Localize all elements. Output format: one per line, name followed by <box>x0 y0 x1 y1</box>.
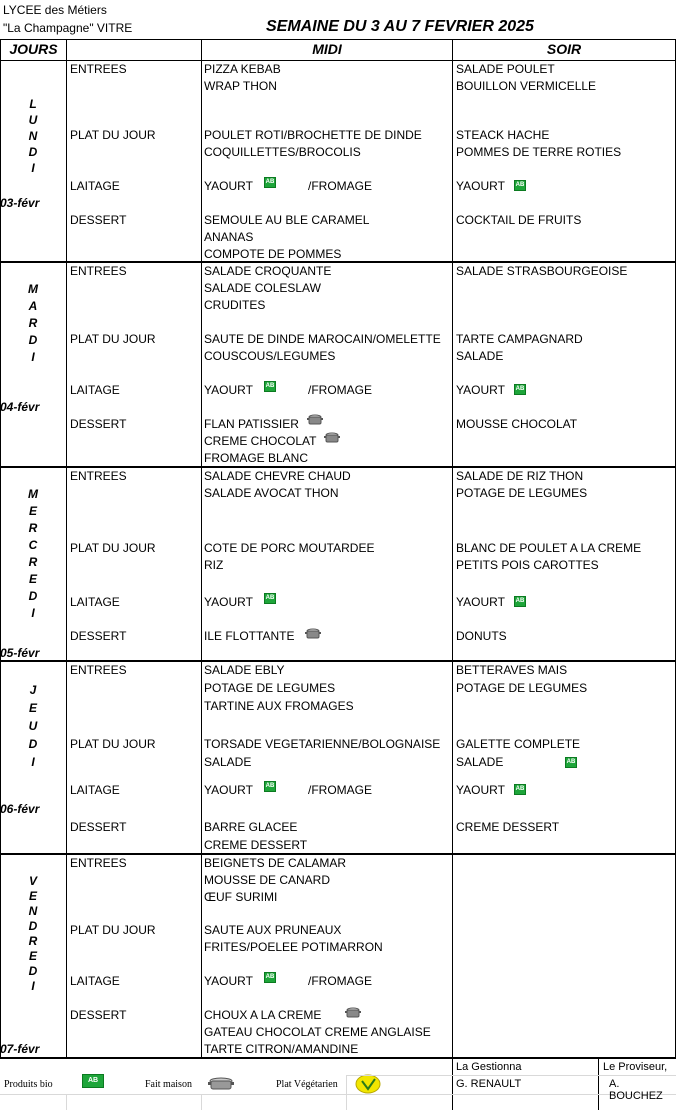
day-letter: V <box>28 874 37 888</box>
soir-item: BETTERAVES MAIS <box>456 663 568 677</box>
day-letter: M <box>28 282 38 296</box>
midi-item: YAOURT <box>204 783 253 797</box>
day-letter: E <box>28 572 37 586</box>
cooking-pot-icon <box>324 432 340 444</box>
day-letter: R <box>28 316 38 330</box>
day-letter: N <box>28 129 38 143</box>
day-letter: I <box>31 350 35 364</box>
school-subtitle: "La Champagne" VITRE <box>3 21 133 35</box>
soir-item: GALETTE COMPLETE <box>456 737 581 751</box>
col-divider-jours <box>66 39 67 1059</box>
day-date: 05-févr <box>0 646 40 660</box>
soir-item: POMMES DE TERRE ROTIES <box>456 145 622 159</box>
day-separator <box>0 466 676 468</box>
day-letter: U <box>28 113 38 127</box>
day-separator <box>0 853 676 855</box>
day-date: 04-févr <box>0 400 40 414</box>
category-laitage: LAITAGE <box>70 383 120 397</box>
category-laitage: LAITAGE <box>70 595 120 609</box>
ab-bio-icon: AB <box>264 781 276 792</box>
legend-maison-label: Fait maison <box>145 1079 192 1090</box>
category-entrees: ENTREES <box>70 856 127 870</box>
category-plat: PLAT DU JOUR <box>70 923 156 937</box>
soir-item: COCKTAIL DE FRUITS <box>456 213 582 227</box>
day-letter: D <box>28 919 38 933</box>
day-letter: E <box>28 701 37 715</box>
day-letter: R <box>28 521 38 535</box>
midi-item: GATEAU CHOCOLAT CREME ANGLAISE <box>204 1025 431 1039</box>
soir-item: POTAGE DE LEGUMES <box>456 486 588 500</box>
day-letter: R <box>28 934 38 948</box>
ab-bio-icon: AB <box>82 1074 104 1088</box>
day-letter: U <box>28 719 38 733</box>
midi-item: COQUILLETTES/BROCOLIS <box>204 145 361 159</box>
midi-item: /FROMAGE <box>308 783 373 797</box>
col-header-jours: JOURS <box>9 41 58 57</box>
day-date: 03-févr <box>0 196 40 210</box>
ab-bio-icon: AB <box>514 596 526 607</box>
midi-item: BARRE GLACEE <box>204 820 298 834</box>
cooking-pot-icon <box>345 1007 361 1019</box>
day-letter: R <box>28 555 38 569</box>
soir-item: BLANC DE POULET A LA CREME <box>456 541 642 555</box>
category-plat: PLAT DU JOUR <box>70 332 156 346</box>
midi-item: YAOURT <box>204 974 253 988</box>
ab-bio-icon: AB <box>264 381 276 392</box>
midi-item: SALADE AVOCAT THON <box>204 486 339 500</box>
soir-item: SALADE POULET <box>456 62 555 76</box>
day-letter: D <box>28 589 38 603</box>
day-letter: D <box>28 145 38 159</box>
day-letter: L <box>29 97 37 111</box>
day-separator <box>0 660 676 662</box>
category-entrees: ENTREES <box>70 62 127 76</box>
gestionnaire-title: La Gestionna <box>456 1061 522 1073</box>
day-letter: E <box>28 889 37 903</box>
soir-item: SALADE DE RIZ THON <box>456 469 584 483</box>
midi-item: FROMAGE BLANC <box>204 451 309 465</box>
midi-item: CHOUX A LA CREME <box>204 1008 322 1022</box>
soir-item: DONUTS <box>456 629 507 643</box>
day-letter: D <box>28 333 38 347</box>
day-letter: E <box>28 949 37 963</box>
soir-item: YAOURT <box>456 179 505 193</box>
midi-item: MOUSSE DE CANARD <box>204 873 331 887</box>
midi-item: YAOURT <box>204 383 253 397</box>
midi-item: WRAP THON <box>204 79 277 93</box>
proviseur-title: Le Proviseur, <box>603 1061 668 1073</box>
day-letter: A <box>28 299 38 313</box>
midi-item: TARTINE AUX FROMAGES <box>204 699 354 713</box>
soir-item: TARTE CAMPAGNARD <box>456 332 583 346</box>
category-dessert: DESSERT <box>70 417 127 431</box>
midi-item: SALADE CHEVRE CHAUD <box>204 469 351 483</box>
week-title: SEMAINE DU 3 AU 7 FEVRIER 2025 <box>266 18 534 35</box>
footer-grid-line <box>346 1075 347 1110</box>
ab-bio-icon: AB <box>264 593 276 604</box>
midi-item: ILE FLOTTANTE <box>204 629 295 643</box>
midi-item: /FROMAGE <box>308 974 373 988</box>
footer-grid-line <box>66 1094 67 1110</box>
midi-item: SAUTE DE DINDE MAROCAIN/OMELETTE <box>204 332 441 346</box>
midi-item: POTAGE DE LEGUMES <box>204 681 336 695</box>
footer-divider <box>598 1059 599 1110</box>
category-laitage: LAITAGE <box>70 179 120 193</box>
day-date: 06-févr <box>0 802 40 816</box>
category-plat: PLAT DU JOUR <box>70 737 156 751</box>
proviseur-name: A. BOUCHEZ <box>609 1078 663 1102</box>
cooking-pot-icon <box>307 414 323 426</box>
category-entrees: ENTREES <box>70 264 127 278</box>
cooking-pot-icon <box>305 628 321 640</box>
midi-item: POULET ROTI/BROCHETTE DE DINDE <box>204 128 422 142</box>
soir-item: SALADE <box>456 349 504 363</box>
day-letter: N <box>28 904 38 918</box>
ab-bio-icon: AB <box>565 757 577 768</box>
cooking-pot-icon <box>208 1076 234 1092</box>
category-dessert: DESSERT <box>70 1008 127 1022</box>
midi-item: COTE DE PORC MOUTARDEE <box>204 541 375 555</box>
legend-vege-label: Plat Végétarien <box>276 1079 338 1090</box>
soir-item: STEACK HACHE <box>456 128 550 142</box>
gestionnaire-name: G. RENAULT <box>456 1078 522 1090</box>
category-laitage: LAITAGE <box>70 974 120 988</box>
category-entrees: ENTREES <box>70 469 127 483</box>
ab-bio-icon: AB <box>514 384 526 395</box>
midi-item: COUSCOUS/LEGUMES <box>204 349 336 363</box>
legend-bio-label: Produits bio <box>4 1079 53 1090</box>
day-date: 07-févr <box>0 1042 40 1056</box>
category-dessert: DESSERT <box>70 629 127 643</box>
soir-item: PETITS POIS CAROTTES <box>456 558 599 572</box>
midi-item: ŒUF SURIMI <box>204 890 278 904</box>
day-letter: I <box>31 606 35 620</box>
vegetarian-leaf-icon <box>355 1074 381 1094</box>
category-entrees: ENTREES <box>70 663 127 677</box>
col-header-soir: SOIR <box>546 41 582 57</box>
footer-grid-line <box>201 1094 202 1110</box>
midi-item: YAOURT <box>204 179 253 193</box>
soir-item: BOUILLON VERMICELLE <box>456 79 597 93</box>
footer-grid-line <box>452 1075 676 1076</box>
soir-item: SALADE <box>456 755 504 769</box>
midi-item: SALADE CROQUANTE <box>204 264 332 278</box>
soir-item: POTAGE DE LEGUMES <box>456 681 588 695</box>
midi-item: CREME DESSERT <box>204 838 308 852</box>
soir-item: SALADE STRASBOURGEOISE <box>456 264 628 278</box>
midi-item: COMPOTE DE POMMES <box>204 247 342 261</box>
soir-item: YAOURT <box>456 595 505 609</box>
midi-item: ANANAS <box>204 230 254 244</box>
midi-item: SALADE EBLY <box>204 663 285 677</box>
ab-bio-icon: AB <box>264 972 276 983</box>
ab-bio-icon: AB <box>514 180 526 191</box>
day-letter: I <box>31 755 35 769</box>
col-divider-category <box>201 39 202 1059</box>
table-left-border <box>0 39 1 1059</box>
midi-item: BEIGNETS DE CALAMAR <box>204 856 347 870</box>
midi-item: /FROMAGE <box>308 383 373 397</box>
day-letter: I <box>31 979 35 993</box>
midi-item: YAOURT <box>204 595 253 609</box>
footer-grid-line <box>346 1075 452 1076</box>
soir-item: YAOURT <box>456 383 505 397</box>
midi-item: /FROMAGE <box>308 179 373 193</box>
day-letter: D <box>28 737 38 751</box>
midi-item: SALADE <box>204 755 252 769</box>
day-letter: E <box>28 504 37 518</box>
day-letter: I <box>31 161 35 175</box>
day-letter: C <box>28 538 38 552</box>
soir-item: MOUSSE CHOCOLAT <box>456 417 578 431</box>
ab-bio-icon: AB <box>514 784 526 795</box>
school-name: LYCEE des Métiers <box>3 3 107 17</box>
day-letter: D <box>28 964 38 978</box>
footer-divider <box>452 1059 453 1110</box>
soir-item: YAOURT <box>456 783 505 797</box>
midi-item: FLAN PATISSIER <box>204 417 299 431</box>
soir-item: CREME DESSERT <box>456 820 560 834</box>
table-bottom-border <box>0 1057 676 1059</box>
midi-item: CREME CHOCOLAT <box>204 434 317 448</box>
midi-item: TORSADE VEGETARIENNE/BOLOGNAISE <box>204 737 441 751</box>
midi-item: CRUDITES <box>204 298 266 312</box>
midi-item: FRITES/POELEE POTIMARRON <box>204 940 383 954</box>
ab-bio-icon: AB <box>264 177 276 188</box>
midi-item: TARTE CITRON/AMANDINE <box>204 1042 359 1056</box>
midi-item: SEMOULE AU BLE CARAMEL <box>204 213 370 227</box>
category-laitage: LAITAGE <box>70 783 120 797</box>
col-divider-midi <box>452 39 453 1059</box>
category-dessert: DESSERT <box>70 820 127 834</box>
footer-grid-line <box>0 1094 676 1095</box>
category-dessert: DESSERT <box>70 213 127 227</box>
midi-item: PIZZA KEBAB <box>204 62 281 76</box>
midi-item: SAUTE AUX PRUNEAUX <box>204 923 342 937</box>
day-letter: J <box>29 683 37 697</box>
midi-item: RIZ <box>204 558 224 572</box>
category-plat: PLAT DU JOUR <box>70 128 156 142</box>
category-plat: PLAT DU JOUR <box>70 541 156 555</box>
col-header-midi: MIDI <box>312 41 342 57</box>
header-bottom-border <box>0 60 676 61</box>
midi-item: SALADE COLESLAW <box>204 281 321 295</box>
day-letter: M <box>28 487 38 501</box>
